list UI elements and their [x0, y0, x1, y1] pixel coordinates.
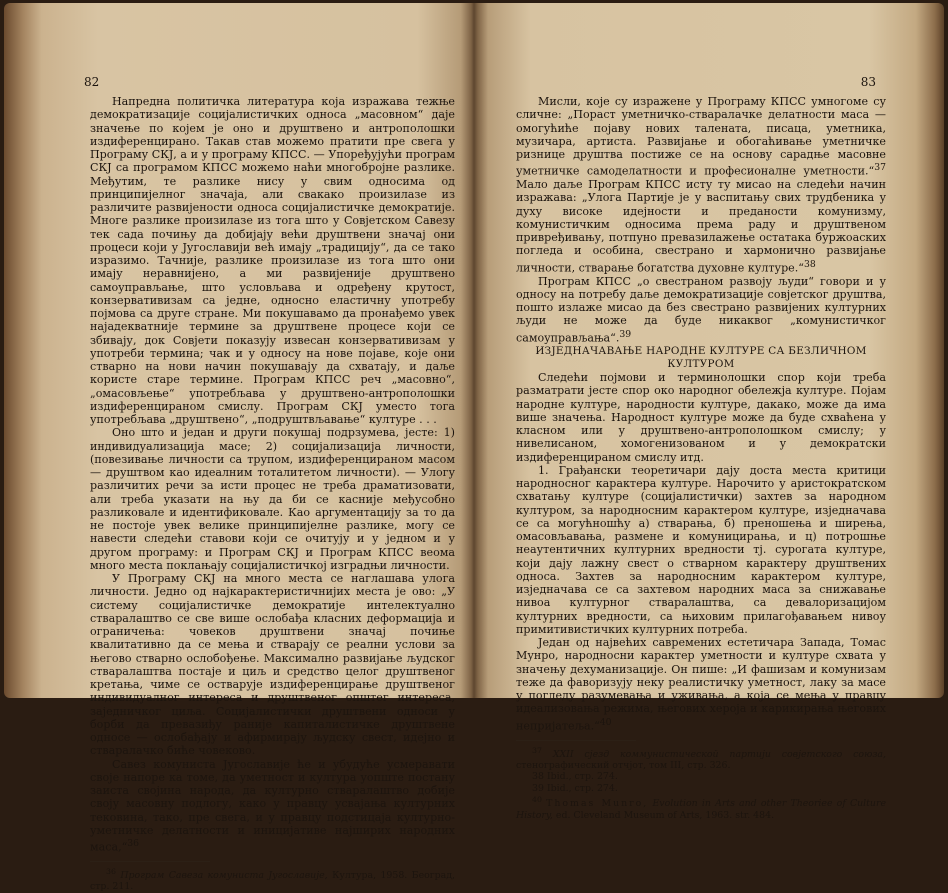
- footnote-ref: 39: [619, 328, 632, 340]
- paragraph: [516, 636, 886, 732]
- footnote-title: XXII сјезд коммунистической партији совјетского союза,: [552, 748, 886, 760]
- footnote-number: 36: [106, 866, 116, 876]
- footnote-38: 38 Ibid., стр. 274.: [532, 771, 618, 783]
- paragraph-text: Програм КПСС „о свестраном развоју људи“ говори и у односу на потребу даље демократизације совјетског друштва, пошто излаже мисао да без свестрано развијених културних људи не може да буде никаквог „комунистичког самоуправљања“.: [516, 274, 886, 345]
- paragraph: Напредна политичка литература која изражава тежње демократизације социјалистичких односа „масовном“ даје значење по којем је оно и друштвено и антрополошки издиференцирано. Такав став можемо пратити пре свега у Програму СКЈ, а и у програму КПСС. — Упоређујући програм СКЈ са програмом КПСС можемо наћи многобројне разлике. Међутим, те разлике нису у свим односима од принципијелног значаја, али свакако произилазе из различите развијености односа социјалистичке демократије. Многе разлике произилазе из тога што у Совјетском Савезу тек сада почињу да добијају већи друштвени значај они процеси који у Југославији већ имају „традицију“, да се тако изразимо. Тачније, разлике произилазе из тога што они имају неравнијено, а ми развијеније друштвено самоуправљање, што условљава и одређену крутост, конзервативизам са једне, односно еластичну употребу појмова са друге стране. Ми покушавамо да пронађемо увек најадекватније термине за друштвене процесе који се збивају, док Совјети показују извесан конзервативизам у употреби термина; чак и у односу на нове појаве, које они стварно на нови начин покушавају да схватају, и даље користе старе термине. Програм КПСС реч „масовно“, „омасовљење“ употребљава у друштвено-антрополошки издиференцираном смислу. Програм СКЈ уместо тога употребљава „друштвено“, „подруштвљавање“ културе . . .: [90, 95, 455, 426]
- footnote-number: 37: [532, 745, 542, 755]
- page-number-right: 83: [860, 75, 876, 89]
- footnote-40: [516, 794, 886, 821]
- footnote-ref: 38: [803, 258, 816, 270]
- paragraph: Оно што и један и други покушај подрзумева, јесте: 1) индивидуализација масе; 2) социјализација личности, (повезивање личности са трупом, издиференцираном масом — друштвом као идеалним тоталитетом личности). — Улогу различитих речи за исти процес не треба драматизовати, али треба указати на њу да би се касније међусобно разликовале и идентификовале. Као аргументацију за то да не постоје увек велике принципијелне разлике, могу се навести следећи ставови који се очитују и у једном и у другом програму: и Програм СКЈ и Програм КПСС веома много места поклањају социјалистичкој изградњи личности.: [90, 426, 455, 572]
- footnote-author: Thomas Munro,: [546, 798, 649, 810]
- paragraph: [516, 95, 886, 275]
- footnote-source: стенографический отчјот, том III, стр. 326.: [516, 760, 731, 772]
- paragraph-text: Један од највећих савремених естетичара Запада, Томас Мунро, народносни карактер уметности и културе схвата у значењу дехуманизације. Он пише: „И фашизам и комунизам теже да фаворизују неку реалистичку уметност, лаку за масе у погледу разумевања и уживања, а која се мења у правцу идеализовања режима, његових хероја и карикирања његових непријатеља.“: [516, 636, 886, 733]
- right-page: [474, 3, 944, 821]
- footnote-divider: [90, 861, 210, 862]
- paragraph: 1. Грађански теоретичари дају доста места критици народносног карактера културе. Нарочито у аристократском схватању културе (социјалистички) захтев за народном културом, за народносним карактером културе, изједначава се са могућношћу а) стварања, б) преношења и ширења, омасовљавања, размене и комуницирања, и ц) потрошње неаутентичних културних вредности тј. сурогата културе, који дају лажну свест о стварном карактеру друштвених односа. Захтев за народносним карактером културе, изједначава се са захтевом народних маса за снижавање нивоа културног стваралаштва, са девалоризацијом културних вредности, са њиховим прилагођавањем нивоу примитивистичких културних потреба.: [516, 463, 886, 636]
- left-page-body: [90, 95, 455, 893]
- footnote-ref: 36: [127, 838, 140, 849]
- paragraph: Следећи појмови и терминолошки спор који треба разматрати јесте спор око народног обележја културе. Појам народне културе, народности културе, дакако, може да има више значења. Народност културе може да буде схваћена у класном или у друштвено-антрополошком смислу; у нивелисаном, хомогенизованом и у демократски издиференцираном смислу итд.: [516, 371, 886, 464]
- paragraph-text: Мало даље Програм КПСС исту ту мисао на следећи начин изражава: „Улога Партије је у васпитању свих трудбеника у духу високе идејности и преданости комунизму, комунистичким односима према раду и друштвеном привређивању, потпуно превазилажење остатака буржоаских погледа и особина, свестрано и хармонично развијање личности, стварање богатства духовне културе.“: [516, 178, 886, 275]
- footnote-number: 40: [532, 795, 542, 805]
- paragraph: [90, 758, 455, 854]
- footnote-ref: 40: [599, 716, 612, 728]
- paragraph-text: Мисли, које су изражене у Програму КПСС умногоме су сличне: „Пораст уметничко-стваралачке делатности маса — омогућиће појаву нових талената, писаца, уметника, музичара, артиста. Развијање и обогаћивање уметничке ризнице друштва постиже се на основу сарадње масовне уметничке самоделатности и професионалне уметности.“: [516, 95, 886, 178]
- footnote-source: ed. Cleveland Museum of Arts, 1963. str. 484.: [555, 809, 775, 821]
- footnote-39: 39 Ibid., стр. 274.: [532, 782, 618, 794]
- footnote-source: Култура, 1958. Београд, стр. 211.: [90, 870, 456, 893]
- footnote-divider: [516, 740, 636, 741]
- paragraph: [516, 275, 886, 345]
- right-page-body: [516, 95, 886, 821]
- footnote-ref: 37: [874, 162, 886, 174]
- open-book-spread: [4, 3, 944, 893]
- footnote-title: Програм Савеза комуниста Југославије,: [120, 870, 328, 882]
- page-number-left: 82: [84, 75, 100, 89]
- paragraph-text: Савез комуниста Југославије ће и убудуће усмеравати своје напоре ка томе, да уметност и култура уопште постану заиста својина народа, да културно стваралаштво добије своју масовну подлогу, како у правцу усвајања културних тековина, тако, пре свега, и у правцу подстицаја културно-уметничке делатности и иницијативе најширих народних маса,“: [90, 757, 455, 854]
- footnote-title: Evolution in Arts and other Theoriee of Culture History,: [516, 798, 886, 821]
- paragraph: У Програму СКЈ на много места се наглашава улога личности. Једно од најкарактеристичнијих места је ово: „У систему социјалистичке демократије интелектуално стваралаштво се све више ослобађа класних деформација и ограничења: човеков друштвени значај почиње квалитативно да се мења и стварају се реални услови за његово стварно ослобођење. Максимално развијање људског стваралаштва постаје и циљ и средство целог друштвеног кретања, чиме се остварује издиференцирање друштвеног индивидуалног интереса и друштвеног општег интереса, заједничког циља. Социјалистички друштвени односи у борби да превазиђу раније капиталистичке друштвене односе — ослобађају и афирмирају људску свест, идејно и стваралачко биће човеково.: [90, 572, 455, 758]
- footnote-36: [90, 866, 455, 893]
- left-page: [4, 3, 474, 893]
- section-heading: ИЗЈЕДНАЧАВАЊЕ НАРОДНЕ КУЛТУРЕ СА БЕЗЛИЧНОМ КУЛТУРОМ: [535, 344, 867, 370]
- footnote-37: [516, 745, 886, 772]
